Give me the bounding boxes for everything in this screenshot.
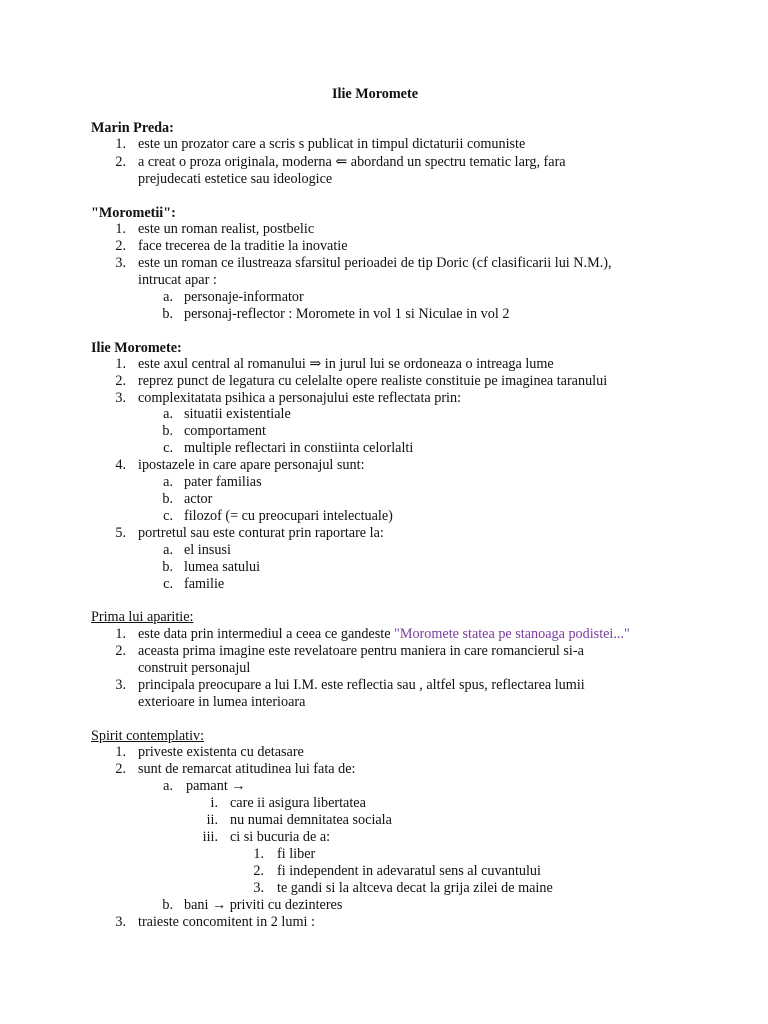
sub-list-item: bani → priviti cu dezinteres [184, 897, 343, 913]
list-item: este axul central al romanului ⇒ in jurul lui se ordoneaza o intreaga lume [138, 356, 554, 372]
sub-list-marker: a. [163, 289, 173, 305]
list-item: este un roman ce ilustreaza sfarsitul perioadei de tip Doric (cf clasificarii lui N.M.), [138, 255, 612, 271]
list-marker: 1. [115, 626, 126, 642]
arabic-list-marker: 3. [253, 880, 264, 896]
list-item: priveste existenta cu detasare [138, 744, 304, 760]
sub-list-marker: a. [163, 406, 173, 422]
arabic-list-item: fi independent in adevaratul sens al cuvantului [277, 863, 541, 879]
list-item: portretul sau este conturat prin raportare la: [138, 525, 384, 541]
list-marker: 3. [115, 390, 126, 406]
list-item: ipostazele in care apare personajul sunt: [138, 457, 365, 473]
section-heading-ilie-moromete: Ilie Moromete: [91, 340, 182, 356]
sub-list-item: lumea satului [184, 559, 261, 575]
roman-list-marker: ii. [206, 812, 218, 828]
sub-list-marker: a. [163, 474, 173, 490]
list-marker: 2. [115, 373, 126, 389]
list-marker: 1. [115, 136, 126, 152]
sub-list-item: filozof (= cu preocupari intelectuale) [184, 508, 393, 524]
sub-list-item: multiple reflectari in constiinta celorlalti [184, 440, 414, 456]
sub-list-item: pater familias [184, 474, 262, 490]
sub-list-item: comportament [184, 423, 266, 439]
arabic-list-item: fi liber [277, 846, 316, 862]
arabic-list-marker: 2. [253, 863, 264, 879]
list-item-continuation: exterioare in lumea interioara [138, 694, 306, 710]
sub-list-marker: b. [162, 491, 173, 507]
list-item: traieste concomitent in 2 lumi : [138, 914, 315, 930]
roman-list-marker: i. [210, 795, 218, 811]
list-item-continuation: prejudecati estetice sau ideologice [138, 171, 333, 187]
list-item: face trecerea de la traditie la inovatie [138, 238, 348, 254]
list-marker: 3. [115, 255, 126, 271]
arabic-list-item: te gandi si la altceva decat la grija zilei de maine [277, 880, 553, 896]
sub-list-item: el insusi [184, 542, 231, 558]
list-marker: 1. [115, 221, 126, 237]
sub-list-marker: a. [163, 542, 173, 558]
list-marker: 3. [115, 914, 126, 930]
page-title: Ilie Moromete [332, 86, 419, 102]
list-item: reprez punct de legatura cu celelalte opere realiste constituie pe imaginea taranului [138, 373, 608, 389]
sub-list-marker: c. [163, 508, 173, 524]
sub-list-marker: a. [163, 778, 173, 794]
list-item: aceasta prima imagine este revelatoare pentru maniera in care romancierul si-a [138, 643, 584, 659]
quote-text: "Moromete statea pe stanoaga podistei..." [394, 626, 630, 642]
roman-list-item: ci si bucuria de a: [230, 829, 331, 845]
sub-list-item: pamant → [186, 778, 246, 794]
sub-list-item: actor [184, 491, 213, 507]
sub-list-item: situatii existentiale [184, 406, 291, 422]
roman-list-item: care ii asigura libertatea [230, 795, 366, 811]
list-item: a creat o proza originala, moderna ⇐ abordand un spectru tematic larg, fara [138, 154, 566, 170]
list-marker: 4. [115, 457, 126, 473]
roman-list-item: nu numai demnitatea sociala [230, 812, 392, 828]
list-item-continuation: construit personajul [138, 660, 251, 676]
list-marker: 2. [115, 238, 126, 254]
list-marker: 3. [115, 677, 126, 693]
sub-list-marker: b. [162, 897, 173, 913]
arabic-list-marker: 1. [253, 846, 264, 862]
list-item-text: este data prin intermediul a ceea ce gandeste [138, 626, 395, 642]
section-heading-prima-aparitie: Prima lui aparitie: [91, 609, 194, 625]
list-item: este un roman realist, postbelic [138, 221, 315, 237]
list-marker: 2. [115, 761, 126, 777]
list-item-continuation: intrucat apar : [138, 272, 217, 288]
roman-list-marker: iii. [202, 829, 218, 845]
section-heading-marin-preda: Marin Preda: [91, 120, 174, 136]
list-marker: 2. [115, 643, 126, 659]
list-item: este un prozator care a scris s publicat in timpul dictaturii comuniste [138, 136, 526, 152]
list-item [138, 626, 630, 643]
sub-list-marker: c. [163, 576, 173, 592]
list-marker: 5. [115, 525, 126, 541]
list-item: sunt de remarcat atitudinea lui fata de: [138, 761, 356, 777]
sub-list-item: familie [184, 576, 225, 592]
list-marker: 1. [115, 744, 126, 760]
section-heading-morometii: "Morometii": [91, 205, 176, 221]
sub-list-item: personaje-informator [184, 289, 304, 305]
sub-list-marker: c. [163, 440, 173, 456]
sub-list-marker: b. [162, 306, 173, 322]
list-item: principala preocupare a lui I.M. este reflectia sau , altfel spus, reflectarea lumii [138, 677, 585, 693]
sub-list-item: personaj-reflector : Moromete in vol 1 si Niculae in vol 2 [184, 306, 510, 322]
sub-list-marker: b. [162, 423, 173, 439]
list-item: complexitatata psihica a personajului este reflectata prin: [138, 390, 462, 406]
section-heading-spirit-contemplativ: Spirit contemplativ: [91, 728, 205, 744]
sub-list-marker: b. [162, 559, 173, 575]
list-marker: 2. [115, 154, 126, 170]
list-marker: 1. [115, 356, 126, 372]
